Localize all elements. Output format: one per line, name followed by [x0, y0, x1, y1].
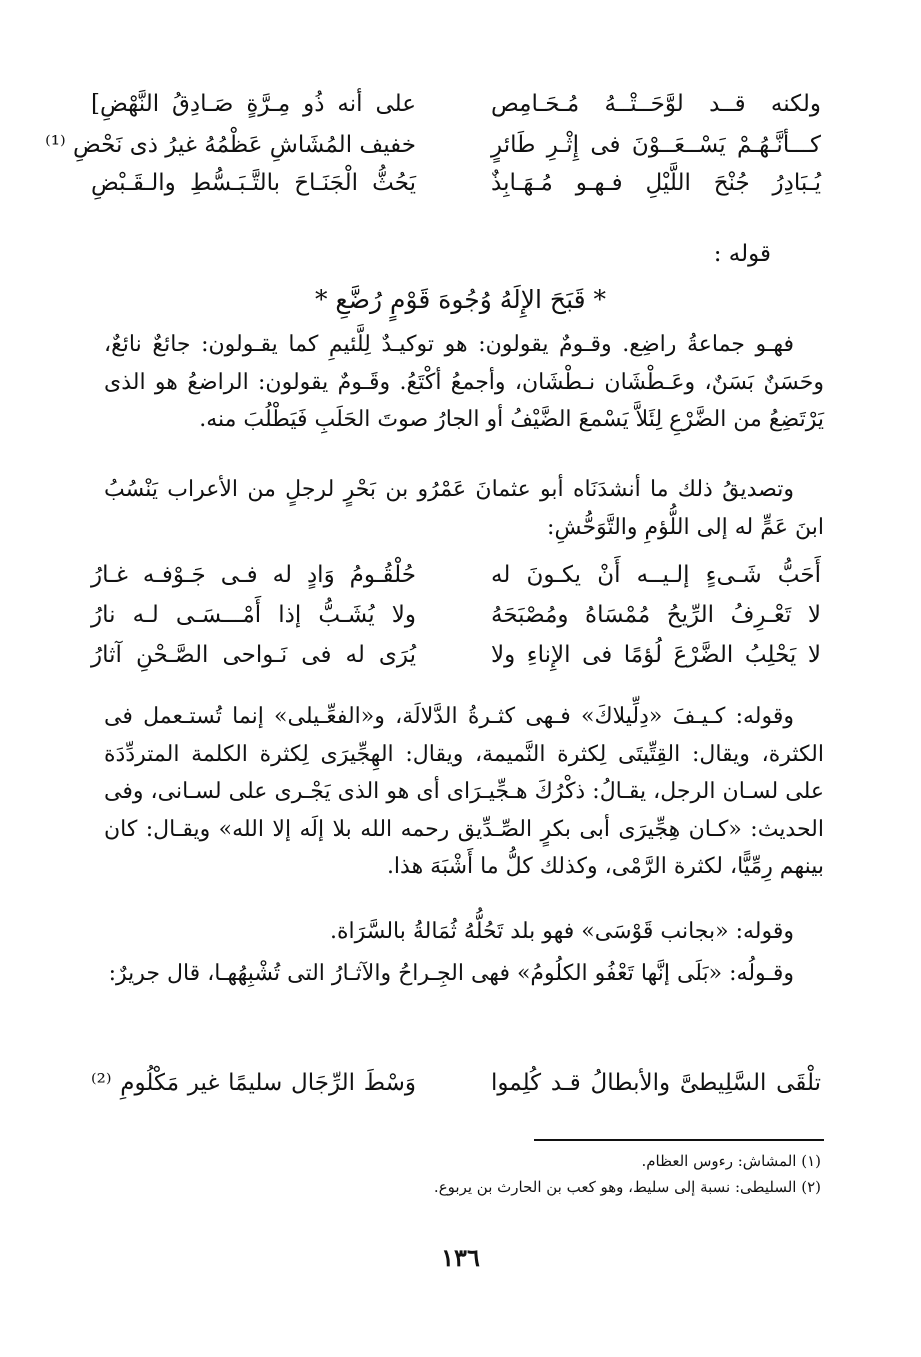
paragraph-text: وقوله: «بجانب قَوْسَى» فهو بلد تَحُلُّهُ ثُمَالةُ بالسَّرَاة.: [329, 919, 794, 944]
paragraph-text: فهـو جماعةُ راضِع. وقـومٌ يقولون: هو توكيـدٌ لِلَّئيمِ كما يقـولون: جائعٌ نائعٌ، وحَسَنٌ بَسَنٌ، وعَـطْشَان نـطْشَان، وأجمعُ أكْتَعُ. وقَـومٌ يقولون: الراضعُ هو الذى يَرْتَضِعُ من الضَّرْعِ لِئَلاَّ يَسْمعَ الضَّيْفُ أو الجارُ صوتَ الحَلَبِ فَيَطْلُبَ منه.: [104, 332, 824, 432]
paragraph: [104, 326, 824, 439]
verse-hemistich: تلْقَى السَّلِيطىَّ والأبطالُ قـد كُلِموا: [491, 1070, 821, 1096]
paragraph: [104, 955, 824, 993]
paragraph-text: وقوله: كـيـفَ «دِلِّيلاكَ» فـهى كثـرةُ الدَّلالَة، و«الفعِّـيلى» إنما تُستـعمل فى الكثرة، ويقال: القِتِّيتَى لِكثرة النَّميمة، ويقال: الهِجِّيرَى لِكثرة الكلمة المتردِّدَة على لسـان الرجل، يقـالُ: ذكْرُكَ هـجِّيـرَاى أى هو الذى يَجْـرى على لسـانى، وفى الحديث: «كـان هِجِّيرَى أبى بكرٍ الصِّـدِّيق رحمه الله بلا إلَه إلا الله» ويقـال: كان بينهم رِمِّيًّا، لكثرة الرَّمْى، وكذلك كلُّ ما أَشْبَهَ هذا.: [104, 704, 825, 879]
footnote: (١) المشاش: رءوس العظام.: [641, 1152, 821, 1170]
verse-hemistich: كـــأنَّـهُـمْ يَسْــعَــوْنَ فى إِثْـرِ طَائرٍ: [491, 132, 821, 158]
verse-hemistich: لا تَعْـرِفُ الرِّيحُ مُمْسَاهُ ومُصْبَحَهُ: [491, 602, 821, 628]
page-number: ١٣٦: [441, 1243, 480, 1272]
verse-hemistich: لا يَحْلِبُ الضَّرْعَ لُؤمًا فى الإِناءِ ولا: [491, 642, 821, 668]
quoted-verse: * قَبَحَ الإِلَهُ وُجُوهَ قَوْمٍ رُضَّعِ *: [314, 285, 607, 314]
footnote: (٢) السليطى: نسبة إلى سليط، وهو كعب بن الحارث بن يربوع.: [433, 1178, 821, 1196]
verse-hemistich: ولا يُشَـبُّ إذا أَمْـــسَـى لـه نارُ: [91, 602, 416, 628]
verse-hemistich: يَحُثُّ الْجَنَـاحَ بالتَّـبَـسُّطِ والـقَـبْضِ: [91, 170, 416, 196]
section-label: قوله :: [713, 241, 771, 267]
verse-hemistich: على أنه ذُو مِـرَّةٍ صَـادِقُ النَّهْضِ]: [91, 91, 416, 117]
verse-hemistich: وَسْطَ الرِّجَال سليمًا غير مَكْلُومِ ⁽²⁾: [91, 1070, 416, 1096]
footnote-divider: [534, 1139, 824, 1141]
paragraph: [104, 698, 824, 886]
paragraph-text: وقـولُه: «بَلَى إنَّها تَعْفُو الكلُومُ» فهى الجِـراحُ والآثـارُ التى تُشْبِهُهـا، قال جريرٌ:: [108, 961, 794, 986]
verse-hemistich: خفيف المُشَاشِ عَظْمُهُ غيرُ ذى نَحْضِ ⁽¹⁾: [45, 132, 416, 158]
verse-hemistich: يُـبَادِرُ جُنْحَ اللَّيْلِ فـهـو مُـهَـابِذٌ: [491, 170, 821, 196]
verse-hemistich: ولكنه قــد لوَّحَــتْــهُ مُـحَـامِص: [491, 91, 821, 117]
verse-hemistich: يُرَى له فى نَـواحى الصَّـحْنِ آثارُ: [91, 642, 416, 668]
paragraph: [104, 913, 824, 951]
verse-hemistich: أَحَبُّ شَـىءٍ إلـيــه أَنْ يكـونَ له: [491, 562, 821, 588]
paragraph-text: وتصديقُ ذلك ما أنشدَنَاه أبو عثمانَ عَمْرُو بن بَحْرٍ لرجلٍ من الأعراب يَنْسُبُ ابنَ عَمٍّ له إلى اللُّؤمِ والتَّوَحُّشِ:: [104, 477, 824, 540]
paragraph: [104, 471, 824, 546]
verse-hemistich: حُلْقُـومُ وَادٍ له فـى جَـوْفـه غـارُ: [91, 562, 416, 588]
